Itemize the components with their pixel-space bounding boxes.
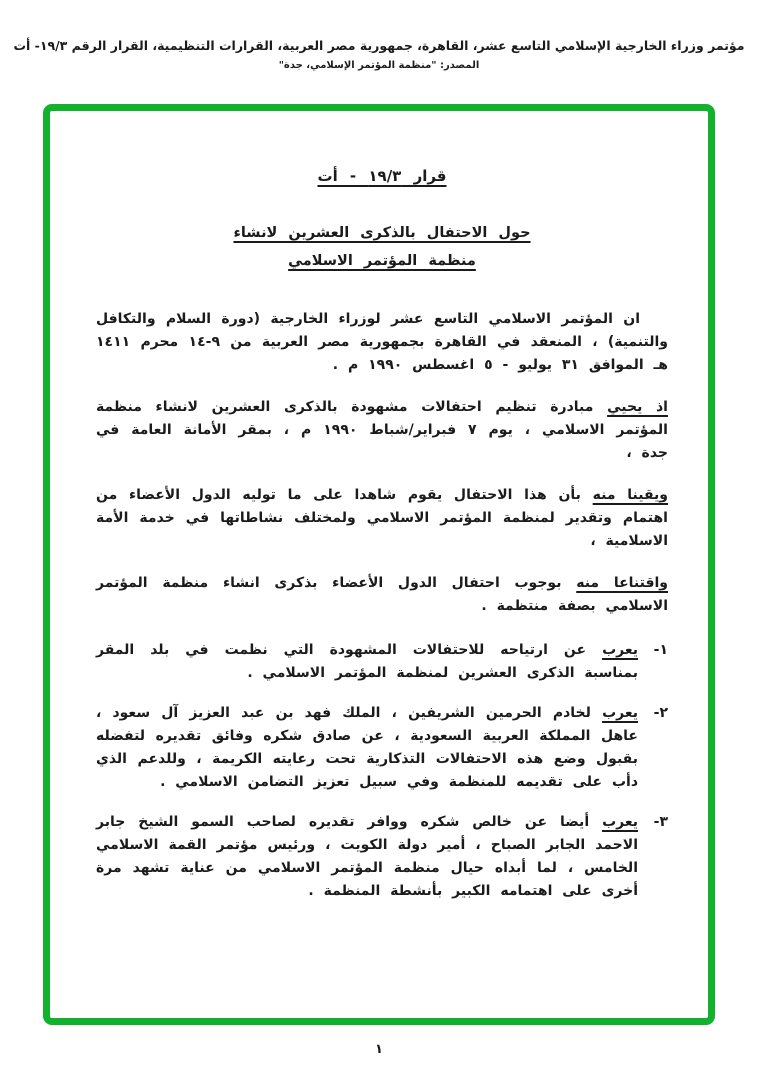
resolution-item-2 — [96, 702, 668, 794]
resolution-item-3 — [96, 811, 668, 903]
document-subtitle-line1: حول الاحتفال بالذكرى العشرين لانشاء — [233, 225, 531, 241]
document-frame — [43, 104, 715, 1025]
document-content — [50, 111, 708, 903]
item-number: ٢- — [653, 705, 668, 721]
item-text: يعرب أيضا عن خالص شكره ووافر تقديره لصاحب السمو الشيخ جابر الاحمد الجابر الصباح ، أمير دولة الكويت ، ورئيس مؤتمر القمة الاسلامي الخامس ، لما أبداه حيال منظمة المؤتمر الاسلامي من عناية تشهد مرة أخرى على اهتمامه الكبير بأنشطة المنظمة . — [96, 814, 638, 899]
resolution-items — [96, 639, 668, 903]
header-source-line: مؤتمر وزراء الخارجية الإسلامي التاسع عشر، القاهرة، جمهورية مصر العربية، القرارات التنظيمية، القرار الرقم ١٩/٣- أت — [13, 38, 745, 53]
paragraph-lead: واقتناعا منه — [576, 575, 668, 591]
document-title — [96, 165, 668, 188]
page-number: ١ — [375, 1042, 383, 1057]
paragraph-4: واقتناعا منه بوجوب احتفال الدول الأعضاء بذكرى انشاء منظمة المؤتمر الاسلامي بصفة منتظمة . — [96, 575, 668, 614]
preamble-paragraphs — [96, 308, 668, 618]
document-title-text: قرار ١٩/٣ - أت — [317, 167, 447, 185]
paragraph-3: ويقينا منه بأن هذا الاحتفال يقوم شاهدا على ما توليه الدول الأعضاء من اهتمام وتقدير لمنظمة المؤتمر الاسلامي ولمختلف نشاطاتها في خدمة الأمة الاسلامية ، — [96, 487, 668, 549]
header-publisher-line: المصدر: "منظمة المؤتمر الإسلامي، جدة" — [278, 60, 480, 71]
paragraph-1: ان المؤتمر الاسلامي التاسع عشر لوزراء الخارجية (دورة السلام والتكافل والتنمية) ، المنعقد في القاهرة بجمهورية مصر العربية من ٩-١٤ محرم ١٤١١ هـ الموافق ٣١ يوليو - ٥ اغسطس ١٩٩٠ م . — [96, 311, 668, 373]
item-lead: يعرب — [602, 814, 638, 830]
paragraph-2: اذ يحيي مبادرة تنظيم احتفالات مشهودة بالذكرى العشرين لانشاء منظمة المؤتمر الاسلامي ، يوم ٧ فبراير/شباط ١٩٩٠ م ، بمقر الأمانة العامة في جدة ، — [96, 399, 668, 461]
item-text: يعرب عن ارتياحه للاحتفالات المشهودة التي نظمت في بلد المقر بمناسبة الذكرى العشرين لمنظمة المؤتمر الاسلامي . — [96, 642, 638, 681]
resolution-item-1 — [96, 639, 668, 685]
item-lead: يعرب — [602, 642, 638, 658]
item-lead: يعرب — [602, 705, 638, 721]
paragraph-lead: اذ يحيي — [607, 399, 668, 415]
item-number: ١- — [653, 642, 668, 658]
document-subtitle — [96, 219, 668, 275]
item-text: يعرب لخادم الحرمين الشريفين ، الملك فهد بن عبد العزيز آل سعود ، عاهل المملكة العربية السعودية ، عن صادق شكره وفائق تقديره لتفضله بقبول وضع هذه الاحتفالات التذكارية تحت رعايته الكريمة ، وللدعم الذي دأب على تقديمه للمنظمة وفي سبيل تعزيز التضامن الاسلامي . — [96, 705, 638, 790]
item-number: ٣- — [653, 814, 668, 830]
page-footer — [0, 1042, 758, 1057]
page-header — [0, 38, 758, 71]
paragraph-lead: ويقينا منه — [592, 487, 668, 503]
document-subtitle-line2: منظمة المؤتمر الاسلامي — [288, 253, 476, 269]
